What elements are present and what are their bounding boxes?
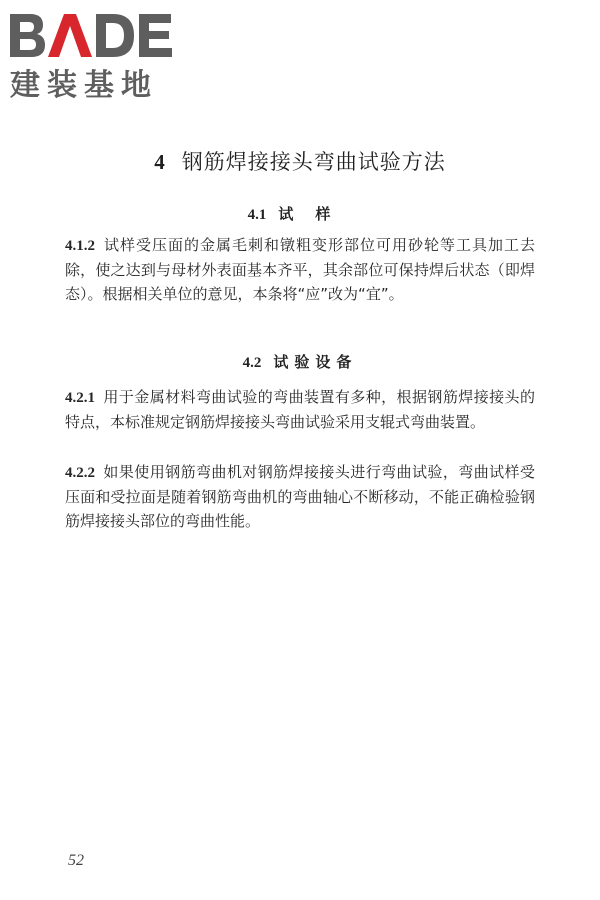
- clause-number: 4.1.2: [65, 238, 95, 254]
- section-title-4-1: [0, 203, 600, 224]
- chapter-title: [0, 146, 600, 176]
- chapter-title-text: 钢筋焊接接头弯曲试验方法: [181, 150, 446, 174]
- section-title-4-2: [0, 351, 600, 372]
- clause-text: 试样受压面的金属毛刺和镦粗变形部位可用砂轮等工具加工去除，使之达到与母材外表面基本齐平，其余部位可保持焊后状态（即焊态）。根据相关单位的意见，本条将“应”改为“宜”。: [65, 236, 535, 303]
- bade-logo: [8, 6, 183, 101]
- clause-4-2-2: [65, 460, 535, 533]
- clause-number: 4.2.1: [65, 390, 95, 406]
- clause-text: 如果使用钢筋弯曲机对钢筋焊接接头进行弯曲试验，弯曲试样受压面和受拉面是随着钢筋弯曲机的弯曲轴心不断移动，不能正确检验钢筋焊接接头部位的弯曲性能。: [65, 463, 535, 530]
- section-title-text: 试验设备: [273, 353, 358, 371]
- page-number: 52: [68, 852, 84, 869]
- clause-number: 4.2.2: [65, 465, 95, 481]
- section-title-text: 试样: [278, 205, 353, 223]
- logo-subtitle: 建装基地: [10, 68, 158, 101]
- clause-4-2-1: [65, 385, 535, 434]
- section-number: 4.2: [242, 355, 262, 371]
- chapter-number: 4: [154, 150, 166, 174]
- clause-4-1-2: [65, 233, 535, 306]
- clause-text: 用于金属材料弯曲试验的弯曲装置有多种，根据钢筋焊接接头的特点，本标准规定钢筋焊接接头弯曲试验采用支辊式弯曲装置。: [65, 388, 535, 431]
- section-number: 4.1: [247, 207, 267, 223]
